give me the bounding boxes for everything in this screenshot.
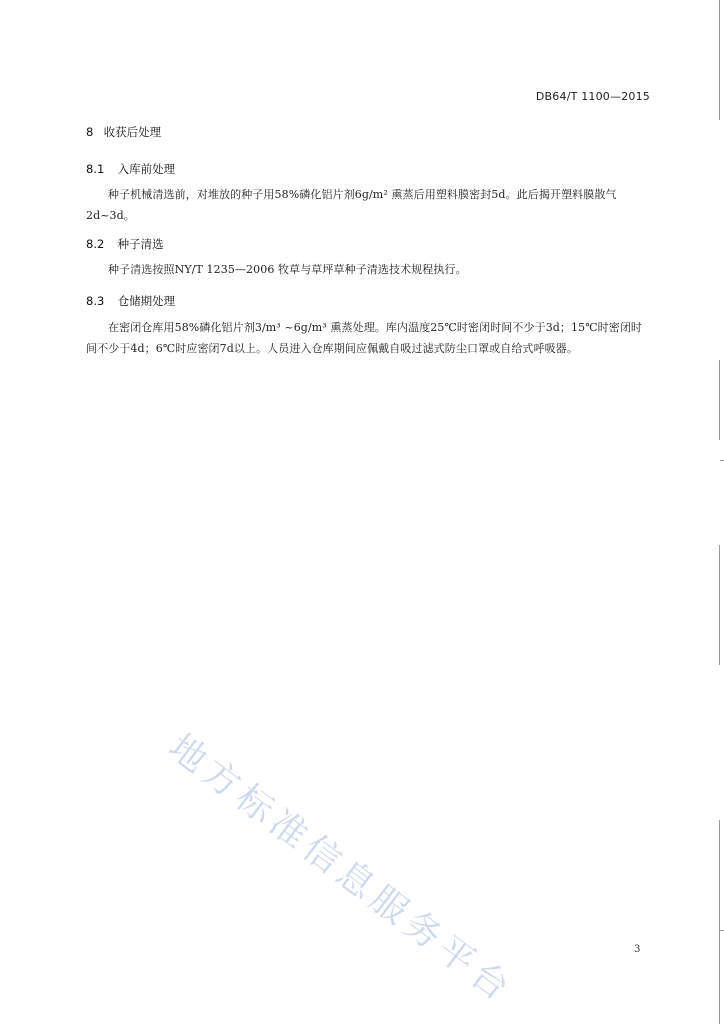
scan-edge-line — [719, 0, 720, 120]
scan-edge-line — [719, 545, 720, 665]
section-8-3-text: 在密闭仓库用58%磷化铝片剂3/m³ ~6g/m³ 熏蒸处理。库内温度25℃时密闭时间不少于3d；15℃时密闭时间不少于4d；6℃时应密闭7d以上。人员进入仓库期间应佩戴自吸过滤式防尘口罩或自给式呼吸器。 — [86, 321, 643, 355]
section-8-3-heading — [86, 293, 175, 309]
section-title: 种子清选 — [117, 237, 164, 251]
scan-edge-line — [719, 360, 720, 440]
watermark: 地方标准信息服务平台 — [160, 726, 521, 1013]
section-title: 入库前处理 — [117, 162, 176, 176]
scan-edge-tick — [720, 930, 724, 931]
section-8-heading — [86, 124, 161, 140]
section-title: 收获后处理 — [103, 125, 162, 139]
document-code: DB64/T 1100—2015 — [535, 90, 650, 103]
section-8-2-text: 种子清选按照NY/T 1235—2006 牧草与草坪草种子清选技术规程执行。 — [108, 263, 467, 276]
section-8-2-heading — [86, 236, 164, 252]
section-title: 仓储期处理 — [117, 294, 176, 308]
page-number: 3 — [634, 944, 641, 955]
section-number: 8.3 — [86, 294, 105, 308]
section-number: 8 — [86, 125, 94, 139]
section-8-1-heading — [86, 161, 175, 177]
section-number: 8.2 — [86, 237, 105, 251]
scan-edge-line — [719, 820, 720, 1024]
section-number: 8.1 — [86, 162, 105, 176]
scan-edge-tick — [720, 460, 724, 461]
section-8-1-text: 种子机械清选前，对堆放的种子用58%磷化铝片剂6g/m² 熏蒸后用塑料膜密封5d。此后揭开塑料膜散气2d~3d。 — [86, 188, 617, 222]
